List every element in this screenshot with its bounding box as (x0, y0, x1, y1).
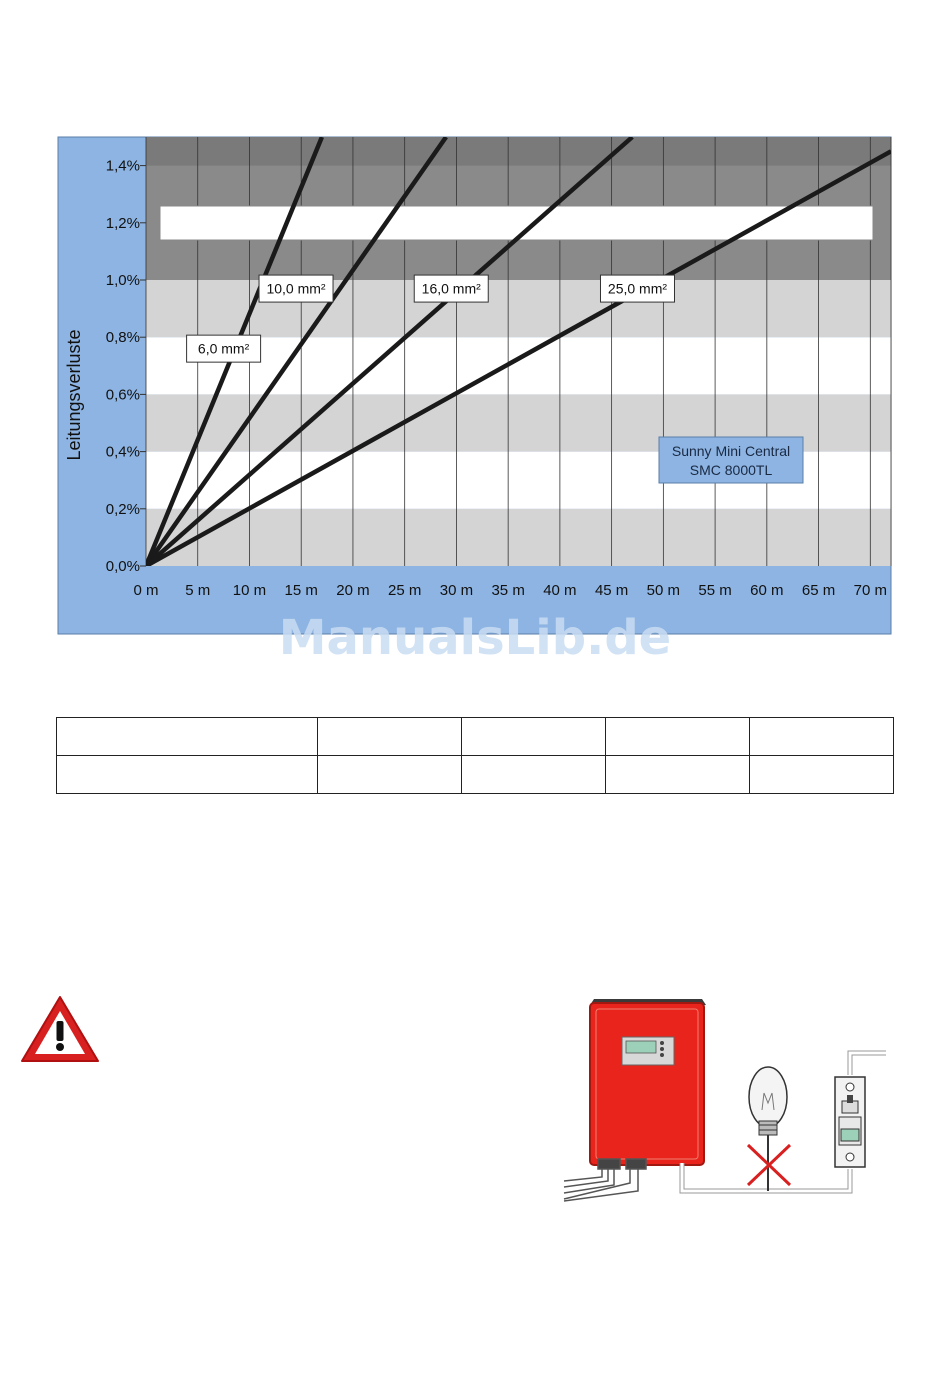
y-axis-label: Leitungsverluste (64, 329, 84, 461)
empty-table (56, 717, 894, 794)
watermark: ManualsLib.de (278, 610, 672, 666)
table-cell (57, 756, 318, 794)
chart-band (146, 509, 891, 566)
x-tick-label: 5 m (185, 582, 211, 599)
series-label: 10,0 mm² (266, 280, 326, 297)
dc-cables (564, 1159, 646, 1201)
series-label: 6,0 mm² (197, 340, 250, 357)
x-tick-label: 15 m (284, 582, 318, 599)
y-tick-label: 1,0% (105, 272, 140, 289)
circuit-breaker-icon (835, 1077, 865, 1167)
x-tick-label: 50 m (646, 582, 681, 599)
table-cell (462, 718, 606, 756)
table-row (57, 718, 894, 756)
y-tick-label: 0,0% (105, 558, 140, 575)
x-tick-label: 70 m (853, 582, 887, 599)
y-tick-label: 1,2% (105, 214, 140, 232)
warning-triangle-icon (18, 993, 102, 1067)
x-tick-label: 30 m (439, 582, 474, 599)
table-cell (57, 718, 318, 756)
x-tick-labels (133, 582, 886, 599)
y-tick-label: 1,4% (105, 157, 140, 175)
x-tick-label: 45 m (594, 582, 629, 599)
y-tick-label: 0,4% (105, 443, 140, 461)
light-bulb-icon (749, 1067, 787, 1191)
annotation-box (659, 437, 803, 483)
chart-band (146, 137, 891, 166)
table-cell (606, 756, 750, 794)
inverter-body (590, 999, 706, 1165)
x-tick-label: 25 m (388, 582, 422, 599)
table-cell (606, 718, 750, 756)
x-tick-label: 40 m (543, 582, 577, 599)
y-tick-label: 0,2% (105, 500, 140, 518)
x-tick-label: 20 m (336, 582, 370, 599)
x-tick-label: 35 m (491, 582, 525, 599)
table-cell (750, 718, 894, 756)
x-tick-label: 10 m (232, 582, 267, 599)
y-tick-label: 0,6% (105, 386, 140, 404)
x-tick-label: 65 m (801, 582, 836, 599)
x-tick-label: 0 m (133, 582, 159, 599)
table-row (57, 756, 894, 794)
y-tick-label: 0,8% (105, 329, 140, 347)
table-cell (318, 718, 462, 756)
annotation-line-1: Sunny Mini Central (671, 443, 791, 459)
inverter-illustration (560, 995, 900, 1210)
annotation-line-2: SMC 8000TL (689, 462, 773, 478)
x-tick-label: 60 m (750, 582, 784, 599)
table-cell (318, 756, 462, 794)
series-label: 16,0 mm² (421, 280, 481, 297)
x-tick-label: 55 m (698, 582, 732, 599)
series-label: 25,0 mm² (607, 280, 668, 297)
table-cell (462, 756, 606, 794)
table-cell (750, 756, 894, 794)
